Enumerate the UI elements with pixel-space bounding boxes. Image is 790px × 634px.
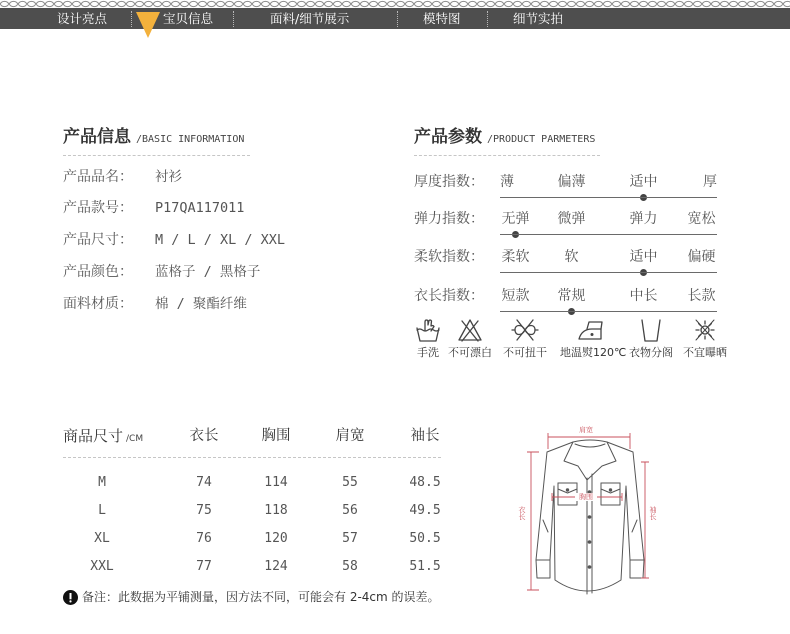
care-label: 不可漂白 <box>448 346 492 359</box>
param-row-thickness <box>414 173 724 203</box>
size-table-title <box>63 427 143 448</box>
nav-item-design-highlights[interactable]: 设计亮点 <box>57 11 108 26</box>
param-option: 微弹 <box>557 211 586 227</box>
column-header-shoulder: 肩宽 <box>335 428 365 444</box>
table-cell: 76 <box>196 531 212 546</box>
table-cell-size: M <box>98 475 106 490</box>
table-cell: 118 <box>264 503 288 518</box>
nav-item-product-info[interactable]: 宝贝信息 <box>163 11 214 26</box>
param-option: 常规 <box>556 287 587 305</box>
column-header-length: 衣长 <box>189 428 219 444</box>
care-item-no-bleach <box>440 317 500 359</box>
shoulder-width-label: 肩宽 <box>579 426 593 434</box>
table-cell-size: L <box>98 503 106 518</box>
info-label-material: 面料材质： <box>63 296 133 312</box>
info-value-style-no: P17QA117011 <box>155 200 245 216</box>
column-header-chest: 胸围 <box>261 428 291 444</box>
info-value-material: 棉 / 聚酯纤维 <box>155 296 247 312</box>
info-label-name: 产品品名： <box>63 169 133 185</box>
param-option: 短款 <box>501 288 530 304</box>
nav-separator <box>397 11 398 27</box>
nav-item-model-photos[interactable]: 模特图 <box>423 11 461 26</box>
param-scale-line <box>500 272 717 273</box>
table-cell-size: XL <box>94 531 110 546</box>
table-cell: 58 <box>342 559 358 574</box>
table-cell: 51.5 <box>409 559 441 574</box>
table-cell: 77 <box>196 559 212 574</box>
info-value-sizes: M / L / XL / XXL <box>155 232 286 248</box>
care-label: 手洗 <box>417 346 439 359</box>
param-scale-line <box>500 311 717 312</box>
chain-border-decoration <box>0 0 790 8</box>
table-cell: 55 <box>342 475 358 490</box>
param-option: 中长 <box>629 288 658 304</box>
low-iron-icon <box>576 317 604 343</box>
params-title <box>414 122 595 147</box>
param-row-length <box>414 287 724 317</box>
table-cell: 120 <box>264 531 288 546</box>
param-option: 薄 <box>500 174 514 190</box>
params-subheading: /PRODUCT PARMETERS <box>487 134 596 145</box>
info-label-style-no: 产品款号： <box>63 200 133 216</box>
param-label: 衣长指数： <box>414 288 484 304</box>
care-label: 不可扭干 <box>503 346 547 359</box>
param-label: 厚度指数： <box>414 174 484 190</box>
exclamation-icon <box>63 590 78 605</box>
info-label-colors: 产品颜色： <box>63 264 133 280</box>
shirt-illustration <box>515 420 665 600</box>
shirt-measurement-diagram <box>515 420 665 600</box>
nav-separator <box>487 11 488 27</box>
info-value-name: 衬衫 <box>155 169 182 185</box>
param-option: 弹力 <box>629 211 658 227</box>
table-cell: 57 <box>342 531 358 546</box>
table-cell: 75 <box>196 503 212 518</box>
size-table-heading: 商品尺寸 <box>63 427 124 445</box>
param-option: 偏薄 <box>557 174 586 190</box>
nav-item-fabric-details[interactable]: 面料/细节展示 <box>270 11 350 26</box>
nav-separator <box>233 11 234 27</box>
hand-wash-icon <box>414 317 442 343</box>
active-tab-pointer-icon <box>134 10 162 40</box>
param-label: 柔软指数： <box>414 249 484 265</box>
basic-info-subheading: /BASIC INFORMATION <box>136 134 245 145</box>
care-item-low-iron <box>560 317 627 359</box>
divider <box>414 155 600 156</box>
param-option: 适中 <box>628 173 659 191</box>
basic-info-heading: 产品信息 <box>63 127 131 147</box>
params-heading: 产品参数 <box>414 127 482 147</box>
param-row-softness <box>414 248 724 278</box>
info-value-colors: 蓝格子 / 黑格子 <box>155 264 261 280</box>
column-header-sleeve: 袖长 <box>410 428 440 444</box>
param-scale-line <box>500 197 717 198</box>
table-cell-size: XXL <box>90 559 114 574</box>
table-divider <box>63 457 441 458</box>
care-label: 不宜曝晒 <box>683 346 727 359</box>
measurement-note: 备注：此数据为平铺测量，因方法不同，可能会有 2-4cm 的误差。 <box>82 590 440 604</box>
param-option: 偏硬 <box>687 249 716 265</box>
care-item-no-sun <box>675 317 735 359</box>
param-option: 长款 <box>687 288 716 304</box>
care-label: 衣物分阁 <box>629 346 673 359</box>
param-option: 软 <box>564 249 579 265</box>
divider <box>63 155 250 156</box>
chest-width-label: 胸围 <box>575 493 597 501</box>
table-cell: 49.5 <box>409 503 441 518</box>
param-option: 适中 <box>628 248 659 266</box>
table-cell: 56 <box>342 503 358 518</box>
param-row-elasticity <box>414 210 724 240</box>
care-item-wash-separately <box>621 317 681 359</box>
info-label-sizes: 产品尺寸： <box>63 232 133 248</box>
nav-separator <box>131 11 132 27</box>
param-label: 弹力指数： <box>414 211 484 227</box>
no-sun-icon <box>691 317 719 343</box>
param-option: 宽松 <box>687 211 716 227</box>
sleeve-length-label: 袖长 <box>649 506 657 520</box>
param-option: 柔软 <box>501 249 530 265</box>
no-bleach-icon <box>456 317 484 343</box>
table-cell: 48.5 <box>409 475 441 490</box>
care-item-no-wring <box>495 317 555 359</box>
nav-bar <box>0 8 790 29</box>
size-table-unit: /CM <box>126 434 144 444</box>
nav-item-detail-photos[interactable]: 细节实拍 <box>513 11 564 26</box>
table-cell: 114 <box>264 475 288 490</box>
param-option: 厚 <box>703 174 717 190</box>
wash-separately-icon <box>637 317 665 343</box>
param-scale-line <box>500 234 717 235</box>
table-cell: 74 <box>196 475 212 490</box>
table-cell: 124 <box>264 559 288 574</box>
basic-info-title <box>63 122 244 147</box>
param-option: 无弹 <box>500 210 531 228</box>
no-wring-icon <box>511 317 539 343</box>
table-cell: 50.5 <box>409 531 441 546</box>
care-label: 地温熨120℃ <box>560 346 627 359</box>
garment-length-label: 衣长 <box>518 506 526 520</box>
